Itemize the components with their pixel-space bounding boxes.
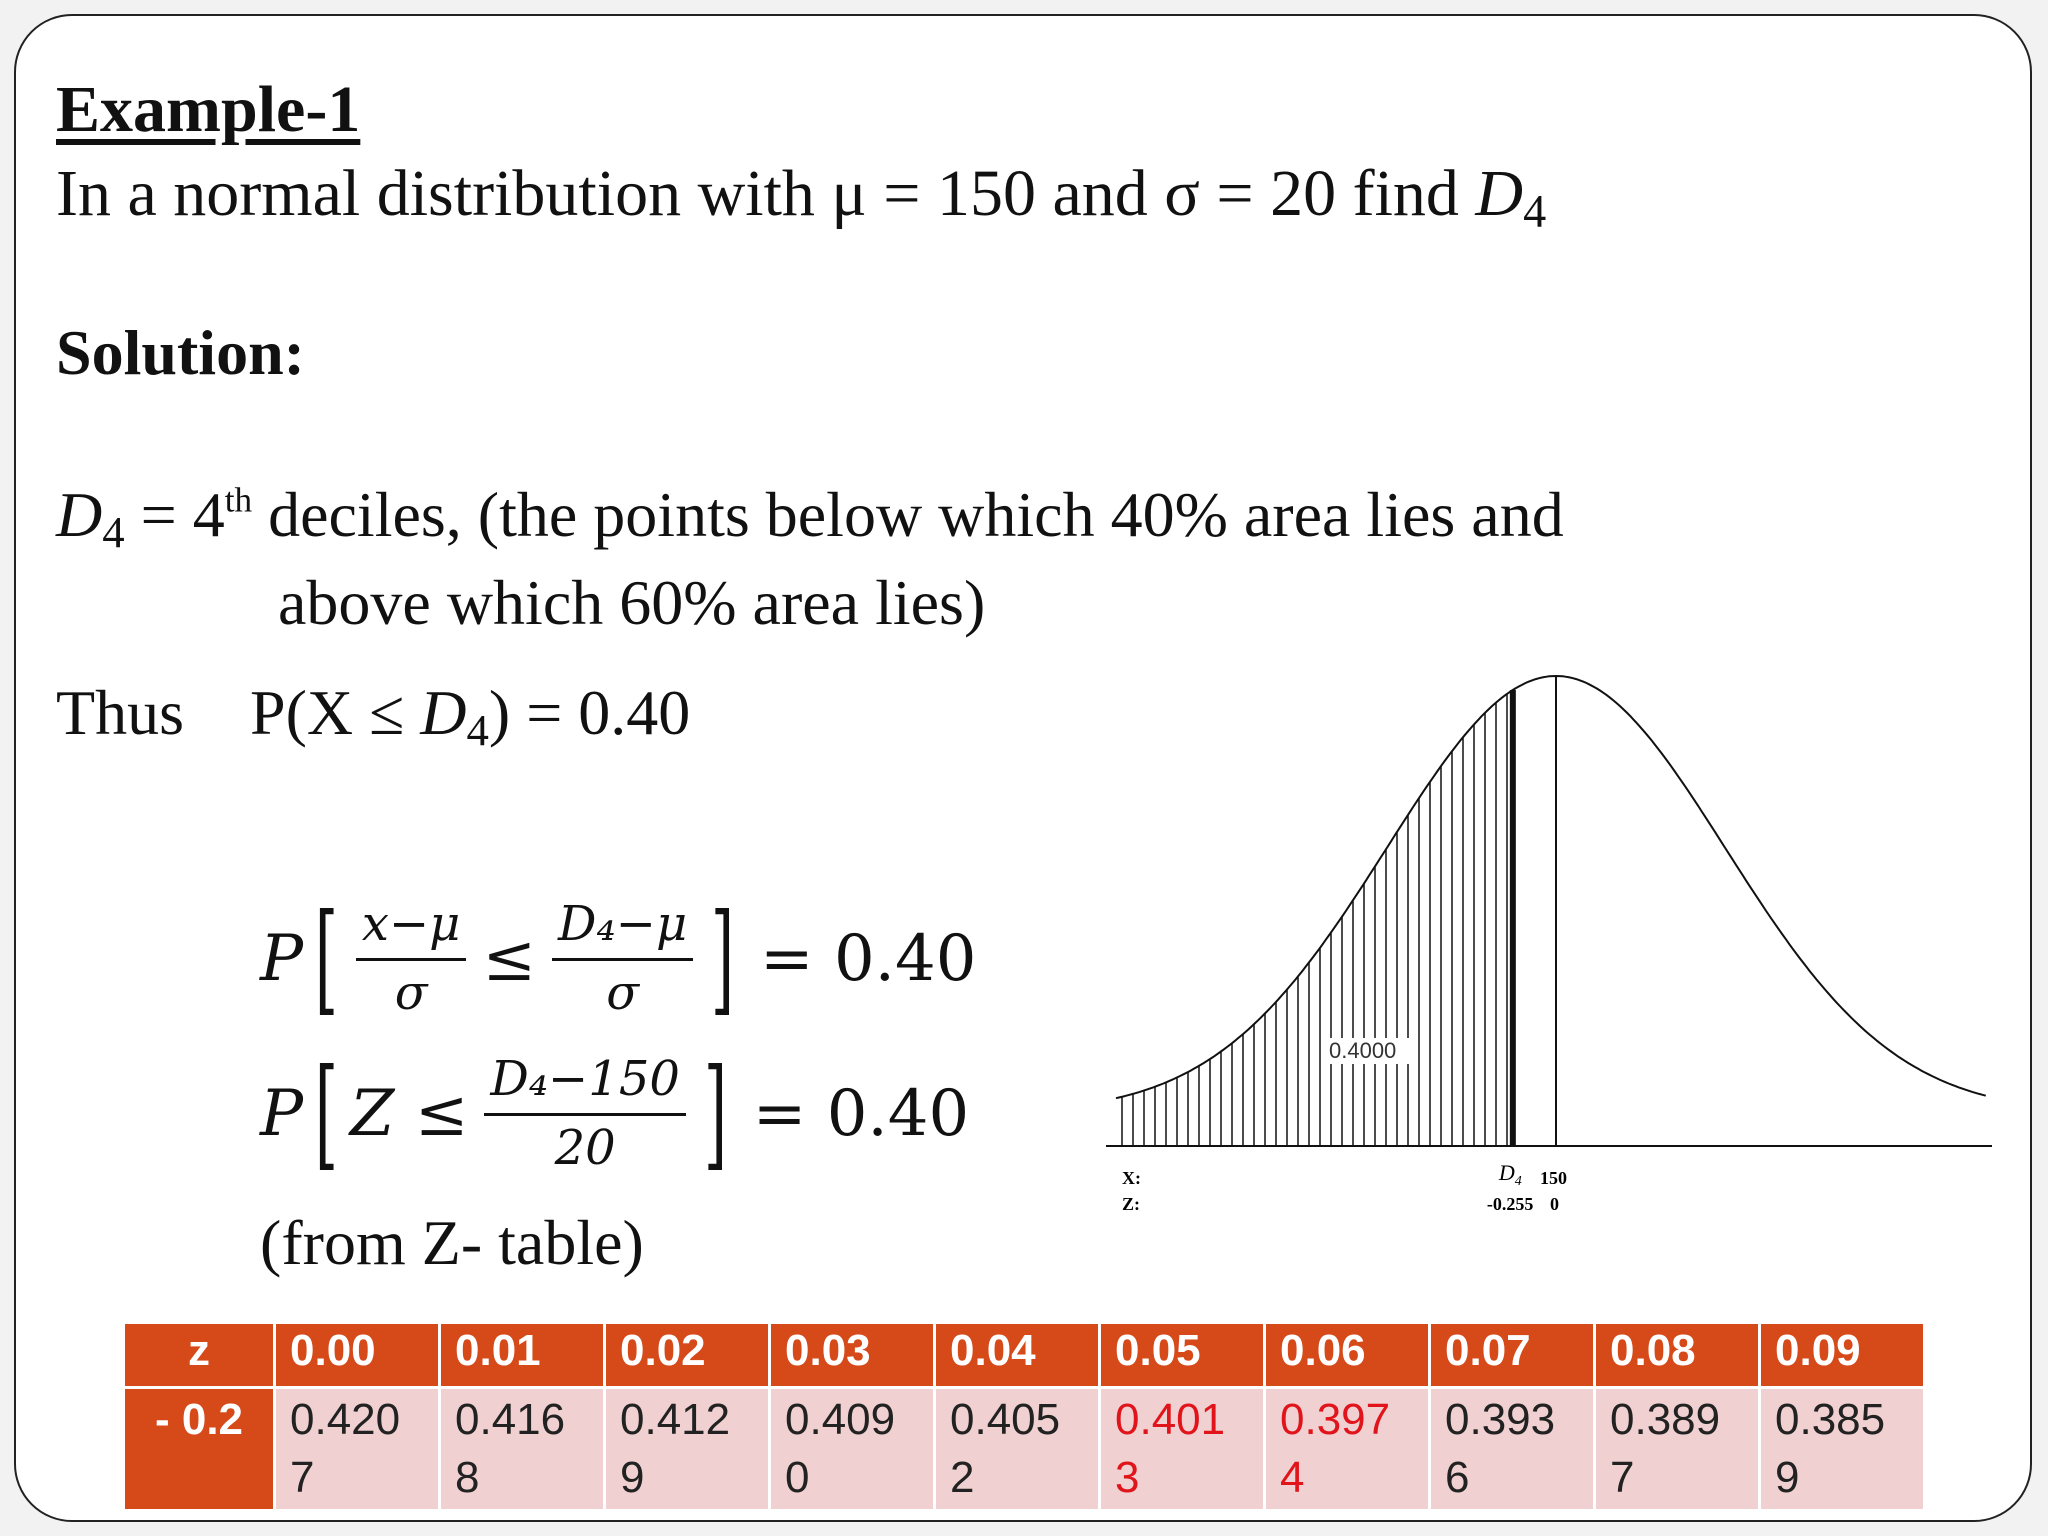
z-table-col-header: 0.09 bbox=[1760, 1323, 1925, 1388]
x-row-label: X: bbox=[1122, 1168, 1141, 1188]
z-table bbox=[122, 1321, 1926, 1512]
z-table-col-header: 0.07 bbox=[1430, 1323, 1595, 1388]
from-table-note: (from Z- table) bbox=[260, 1207, 644, 1278]
thus-line bbox=[56, 676, 690, 756]
problem-statement bbox=[56, 156, 1546, 238]
z-table-header-row bbox=[124, 1323, 1925, 1388]
shaded-area bbox=[1122, 694, 1507, 1146]
definition-line-1 bbox=[56, 478, 1564, 558]
definition-rest: deciles, (the points below which 40% area lies and bbox=[252, 479, 1564, 550]
normal-curve-chart bbox=[1096, 636, 1996, 1236]
eq2-left-bracket: [ bbox=[314, 1043, 339, 1183]
eq1-leq: ≤ bbox=[482, 921, 536, 996]
z-table-col-header: 0.00 bbox=[275, 1323, 440, 1388]
eq2-rhs: = 0.40 bbox=[752, 1076, 970, 1151]
eq1-fraction-left: $\frac{x-\mu}{\sigma}$ bbox=[356, 896, 466, 1021]
problem-text: In a normal distribution with μ = 150 and σ = 20 find bbox=[56, 157, 1476, 230]
z-table-row bbox=[124, 1388, 1925, 1511]
definition-superscript: th bbox=[224, 480, 253, 520]
z-table-cell: 0.3936 bbox=[1430, 1388, 1595, 1511]
thus-expr-pre: P(X ≤ bbox=[250, 677, 421, 748]
eq2-fraction: $\frac{\text{D₄−150}}{20}$ bbox=[484, 1051, 686, 1176]
d4-z-label: -0.255 bbox=[1486, 1194, 1534, 1214]
definition-line-2: above which 60% area lies) bbox=[278, 567, 986, 638]
z-table-cell: 0.3859 bbox=[1760, 1388, 1925, 1511]
equation-z bbox=[260, 1043, 970, 1183]
eq2-Z: Z ≤ bbox=[349, 1076, 469, 1151]
z-table-col-header: 0.02 bbox=[605, 1323, 770, 1388]
z-table-cell: 0.3974 bbox=[1265, 1388, 1430, 1511]
z-row-label: Z: bbox=[1122, 1194, 1140, 1214]
mean-z-label: 0 bbox=[1550, 1194, 1559, 1214]
normal-curve bbox=[1116, 676, 1986, 1098]
eq1-left-bracket: [ bbox=[314, 888, 339, 1028]
eq1-rhs: = 0.40 bbox=[759, 921, 977, 996]
z-table-cell: 0.4013 bbox=[1100, 1388, 1265, 1511]
z-table-row-label: - 0.2 bbox=[124, 1388, 275, 1511]
equation-standardize bbox=[260, 888, 977, 1028]
problem-target: $D_4$ bbox=[1475, 157, 1547, 237]
z-table-col-header: 0.03 bbox=[770, 1323, 935, 1388]
mean-label: 150 bbox=[1540, 1168, 1567, 1188]
slide-title: Example-1 bbox=[56, 73, 361, 146]
shaded-area-label: 0.4000 bbox=[1329, 1038, 1397, 1063]
thus-word: Thus bbox=[56, 677, 184, 748]
eq2-right-bracket: ] bbox=[703, 1043, 728, 1183]
thus-expr-symbol: $D_4$ bbox=[420, 677, 489, 756]
definition-lhs: $D_4$ bbox=[56, 479, 125, 558]
z-table-cell: 0.3897 bbox=[1595, 1388, 1760, 1511]
z-table-cell: 0.4207 bbox=[275, 1388, 440, 1511]
eq1-P: P bbox=[260, 921, 304, 996]
z-table-col-header: 0.06 bbox=[1265, 1323, 1430, 1388]
z-table-header-label: z bbox=[124, 1323, 275, 1388]
z-table-cell: 0.4052 bbox=[935, 1388, 1100, 1511]
z-table-col-header: 0.01 bbox=[440, 1323, 605, 1388]
z-table-cell: 0.4129 bbox=[605, 1388, 770, 1511]
z-table-cell: 0.4168 bbox=[440, 1388, 605, 1511]
eq1-right-bracket: ] bbox=[710, 888, 735, 1028]
z-table-col-header: 0.05 bbox=[1100, 1323, 1265, 1388]
eq2-P: P bbox=[260, 1076, 304, 1151]
definition-equals: = 4 bbox=[124, 479, 225, 550]
d4-label: $D_4$ bbox=[1498, 1160, 1522, 1189]
slide bbox=[14, 14, 2032, 1522]
z-table-col-header: 0.08 bbox=[1595, 1323, 1760, 1388]
eq1-fraction-right: $\frac{\text{D₄−μ}}{\sigma}$ bbox=[552, 896, 693, 1021]
z-table-col-header: 0.04 bbox=[935, 1323, 1100, 1388]
solution-label: Solution: bbox=[56, 317, 305, 388]
thus-expr-post: ) = 0.40 bbox=[488, 677, 691, 748]
z-table-cell: 0.4090 bbox=[770, 1388, 935, 1511]
